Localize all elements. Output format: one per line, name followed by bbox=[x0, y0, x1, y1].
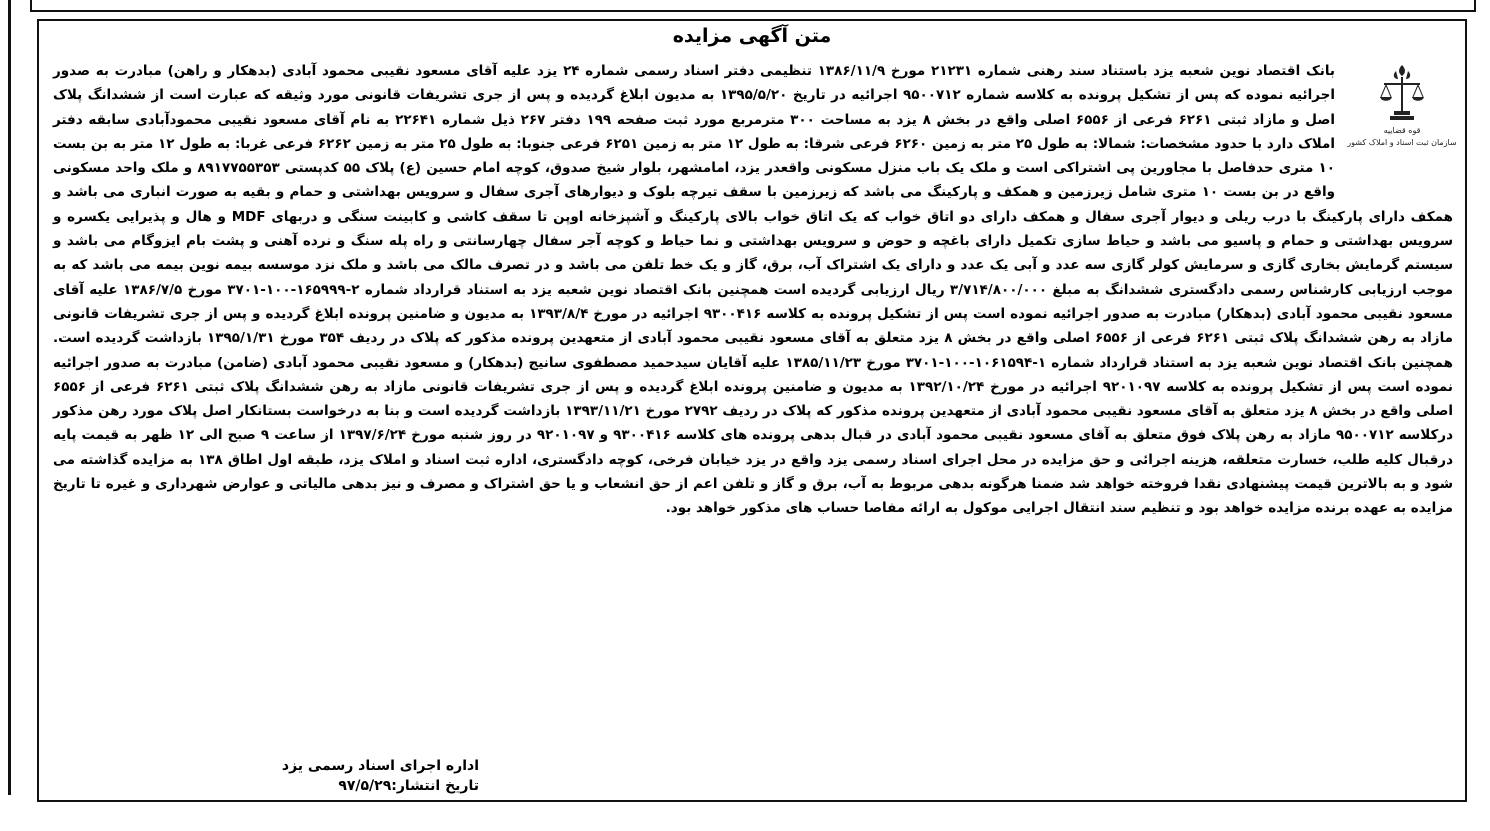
previous-notice-frame bbox=[30, 0, 1476, 12]
auction-notice bbox=[37, 19, 1467, 802]
emblem-organization: سازمان ثبت اسناد و املاک کشور bbox=[1347, 138, 1457, 147]
emblem-name: قوه قضاییه bbox=[1383, 126, 1421, 135]
publish-date: تاریخ انتشار:۹۷/۵/۲۹ bbox=[338, 778, 479, 794]
issuing-office: اداره اجرای اسناد رسمی یزد bbox=[281, 758, 479, 774]
notice-body: بانک اقتصاد نوین شعبه یزد باستناد سند رهنی شماره ۲۱۲۳۱ مورخ ۱۳۸۶/۱۱/۹ تنظیمی دفتر اسناد رسمی شماره ۲۴ یزد علیه آقای مسعود نقیبی محمود آبادی (بدهکار و راهن) مبادرت به صدور اجرائیه نموده که پس از تشکیل پرونده به کلاسه شماره ۹۵۰۰۷۱۲ اجرائیه در تاریخ ۱۳۹۵/۵/۲۰ به مدیون ابلاغ گردیده و پس از جری تشریفات قانونی مورد وثیقه که عبارت است از ششدانگ پلاک اصل و مازاد ثبتی ۶۲۶۱ فرعی از ۶۵۵۶ اصلی واقع در بخش ۸ یزد به مساحت ۳۰۰ مترمربع مورد ثبت صفحه ۱۹۹ دفتر ۲۶۷ ذیل شماره ۲۲۶۴۱ به نام آقای مسعود نقیبی محمودآبادی سابقه دفتر املاک دارد با حدود مشخصات: شمالا: به طول ۲۵ متر به زمین ۶۲۶۰ فرعی شرقا: به طول ۱۲ متر به زمین ۶۲۵۱ فرعی جنوبا: به طول ۲۵ متر به زمین ۶۲۶۲ فرعی غربا: به طول ۱۲ متر به بن بست ۱۰ متری حدفاصل با مجاورین پی اشتراکی است و ملک یک باب منزل مسکونی واقعدر یزد، امامشهر، بلوار شیخ صدوق، کوچه امام حسین (ع) پلاک ۵۵ کدپستی ۸۹۱۷۷۵۵۳۵۳ و ملک واحد مسکونی واقع در بن بست ۱۰ متری شامل زیرزمین و همکف و پارکینگ می باشد که زیرزمین با سقف تیرچه بلوک و دیوارهای آجری سفال و سرویس بهداشتی و حمام و بقیه به صورت انباری می باشد و همکف دارای پارکینگ با درب ریلی و دیوار آجری سفال و همکف دارای دو اتاق خواب که یک اتاق خواب بالای پارکینگ و آشپزخانه اوپن تا سقف کاشی و کابینت سنگی و دربهای MDF و هال و پذیرایی یکسره و سرویس بهداشتی و حمام و پاسیو می باشد و حیاط سازی تکمیل دارای باغچه و حوض و سرویس بهداشتی و نما حیاط و کوچه آجر سفال چهارسانتی و راه پله سنگ و نرده آهنی و پشت بام ایزوگام می باشد و سیستم گرمایش بخاری گازی و سرمایش کولر گازی سه عدد و آبی یک عدد و دارای یک اشتراک آب، برق، گاز و یک خط تلفن می باشد و در تصرف مالک می باشد و ملک نزد موسسه بیمه نوین بیمه می باشد که به موجب ارزیابی کارشناس رسمی دادگستری ششدانگ به مبلغ ۳/۷۱۴/۸۰۰/۰۰۰ ریال ارزیابی گردیده است همچنین بانک اقتصاد نوین شعبه یزد به استناد قرارداد شماره ۲-۱۶۵۹۹۹-۱۰۰-۳۷۰۱ مورخ ۱۳۸۶/۷/۵ علیه آقای مسعود نقیبی محمود آبادی (بدهکار) مبادرت به صدور اجرائیه نموده است پس از تشکیل پرونده به کلاسه ۹۳۰۰۴۱۶ اجرائیه در مورخ ۱۳۹۳/۸/۴ به مدیون و ضامنین پرونده ابلاغ گردیده و پس از جری تشریفات قانونی مازاد به رهن ششدانگ پلاک ثبتی ۶۲۶۱ فرعی از ۶۵۵۶ اصلی واقع در بخش ۸ یزد متعلق به آقای مسعود نقیبی محمود آبادی از متعهدین پرونده مذکور که پلاک در ردیف ۳۵۴ مورخ ۱۳۹۵/۱/۳۱ بازداشت گردیده است. همچنین بانک اقتصاد نوین شعبه یزد به استناد قرارداد شماره ۱-۱۰۶۱۵۹۴-۱۰۰-۳۷۰۱ مورخ ۱۳۸۵/۱۱/۲۳ علیه آقایان سیدحمید مصطفوی سانیج (بدهکار) و مسعود نقیبی محمود آبادی (ضامن) مبادرت به صدور اجرائیه نموده است پس از تشکیل پرونده به کلاسه ۹۲۰۱۰۹۷ اجرائیه در مورخ ۱۳۹۲/۱۰/۲۴ به مدیون و ضامنین پرونده ابلاغ گردیده و پس از جری تشریفات قانونی مازاد به رهن ششدانگ پلاک ثبتی ۶۲۶۱ فرعی از ۶۵۵۶ اصلی واقع در بخش ۸ یزد متعلق به آقای مسعود نقیبی محمود آبادی از متعهدین پرونده مذکور که پلاک در ردیف ۲۷۹۲ مورخ ۱۳۹۳/۱۱/۲۱ بازداشت گردیده است و بنا به درخواست بستانکار اصل پلاک مورد رهن مذکور درکلاسه ۹۵۰۰۷۱۲ مازاد به رهن پلاک فوق متعلق به آقای مسعود نقیبی محمود آبادی در قبال بدهی پرونده های کلاسه ۹۳۰۰۴۱۶ و ۹۲۰۱۰۹۷ در روز شنبه مورخ ۱۳۹۷/۶/۲۴ از ساعت ۹ صبح الی ۱۲ ظهر به قیمت پایه درقبال کلیه طلب، خسارت متعلقه، هزینه اجرائی و حق مزایده در محل اجرای اسناد رسمی یزد واقع در یزد خیابان فرخی، کوچه دادگستری، اداره ثبت اسناد و املاک یزد، طبقه اول اطاق ۱۳۸ به مزایده گذاشته می شود و به بالاترین قیمت پیشنهادی نقدا فروخته خواهد شد ضمنا هرگونه بدهی مربوط به آب، برق و گاز و تلفن اعم از حق انشعاب و یا حق اشتراک و مصرف و نیز بدهی مالیاتی و عوارض شهرداری و غیره تا تاریخ مزایده به عهده برنده مزایده خواهد بود و تنظیم سند انتقال اجرایی موکول به ارائه مفاصا حساب های مذکور خواهد بود. bbox=[53, 63, 1454, 517]
column-divider bbox=[0, 0, 11, 795]
notice-footer bbox=[79, 756, 479, 796]
notice-title: متن آگهی مزایده bbox=[672, 25, 832, 47]
